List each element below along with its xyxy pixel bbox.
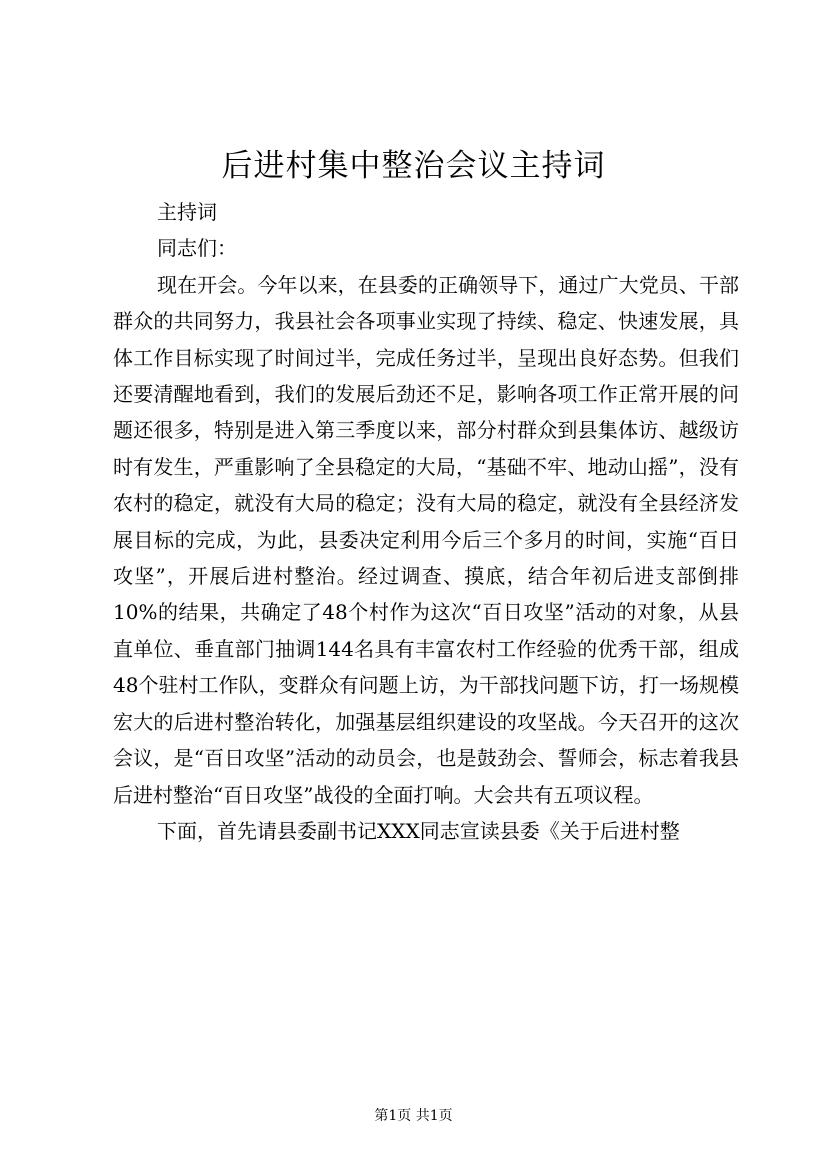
document-title: 后进村集中整治会议主持词	[221, 148, 606, 184]
document-body	[113, 194, 739, 849]
page-footer: 第1页 共1页	[374, 1108, 453, 1124]
paragraph-heading: 主持词	[157, 200, 217, 224]
paragraph-salutation: 同志们：	[157, 236, 237, 261]
paragraph-agenda: 下面，首先请县委副书记XXX同志宣读县委《关于后进村整	[157, 818, 680, 843]
paragraph-opening: 现在开会。今年以来，在县委的正确领导下，通过广大党员、干部群众的共同努力，我县社会各项事业实现了持续、稳定、快速发展，具体工作目标实现了时间过半，完成任务过半，呈现出良好态势。但我们还要清醒地看到，我们的发展后劲还不足，影响各项工作正常开展的问题还很多，特别是进入第三季度以来，部分村群众到县集体访、越级访时有发生，严重影响了全县稳定的大局，“基础不牢、地动山摇”，没有农村的稳定，就没有大局的稳定；没有大局的稳定，就没有全县经济发展目标的完成，为此，县委决定利用今后三个多月的时间，实施“百日攻坚”，开展后进村整治。经过调查、摸底，结合年初后进支部倒排10%的结果，共确定了48个村作为这次“百日攻坚”活动的对象，从县直单位、垂直部门抽调144名具有丰富农村工作经验的优秀干部，组成48个驻村工作队，变群众有问题上访，为干部找问题下访，打一场规模宏大的后进村整治转化，加强基层组织建设的攻坚战。今天召开的这次会议，是“百日攻坚”活动的动员会，也是鼓劲会、誓师会，标志着我县后进村整治“百日攻坚”战役的全面打响。大会共有五项议程。	[113, 272, 739, 807]
